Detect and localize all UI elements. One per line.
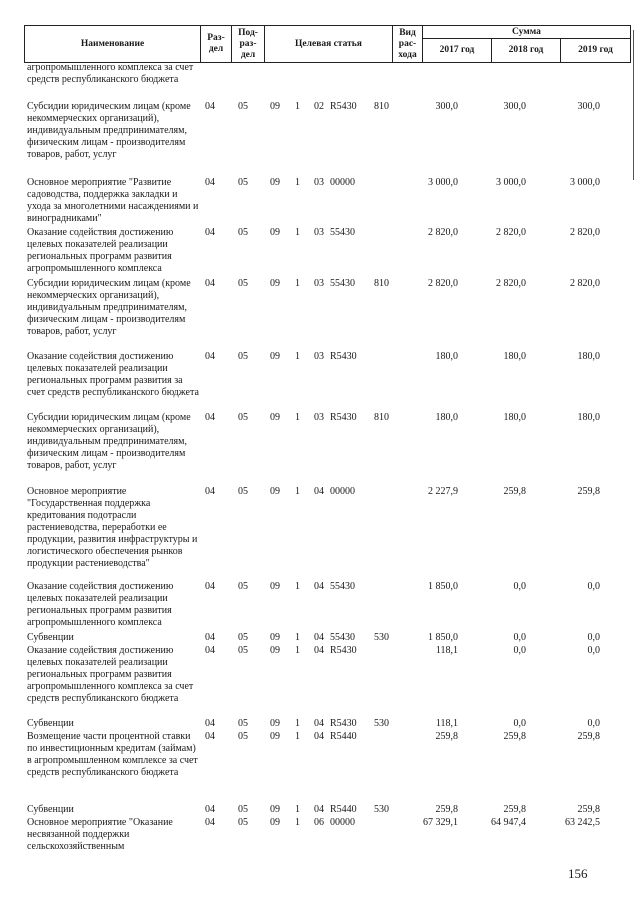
row-code: 05: [238, 227, 248, 238]
row-sum: 300,0: [503, 101, 526, 112]
row-code: 530: [374, 804, 389, 815]
row-sum: 3 000,0: [428, 177, 458, 188]
row-code: 05: [238, 645, 248, 656]
row-code: 1: [295, 227, 300, 238]
row-sum: 1 850,0: [428, 581, 458, 592]
row-sum: 259,8: [435, 804, 458, 815]
row-sum: 259,8: [503, 804, 526, 815]
row-code: 03: [314, 412, 324, 423]
row-sum: 0,0: [513, 645, 526, 656]
row-code: 09: [270, 632, 280, 643]
row-code: 09: [270, 731, 280, 742]
row-code: 05: [238, 351, 248, 362]
row-name: Субсидии юридическим лицам (кроме некоммерческих организаций), индивидуальным предпринимателям, физическим лицам - производителям товаров, работ, услуг: [27, 278, 191, 337]
row-code: 1: [295, 645, 300, 656]
row-name: Субвенции: [27, 718, 74, 729]
row-code: 04: [205, 101, 215, 112]
row-code: 04: [205, 278, 215, 289]
row-sum: 180,0: [577, 351, 600, 362]
row-sum: 2 820,0: [496, 278, 526, 289]
row-code: 09: [270, 804, 280, 815]
row-sum: 0,0: [587, 581, 600, 592]
row-code: 1: [295, 278, 300, 289]
row-code: 09: [270, 227, 280, 238]
row-code: 04: [205, 177, 215, 188]
row-code: 05: [238, 817, 248, 828]
row-code: 05: [238, 804, 248, 815]
row-code: 03: [314, 177, 324, 188]
row-code: 04: [314, 718, 324, 729]
row-code: 530: [374, 718, 389, 729]
row-code: 04: [314, 581, 324, 592]
row-code: 04: [205, 632, 215, 643]
row-code: 1: [295, 351, 300, 362]
header-razdel: Раз- дел: [201, 26, 232, 63]
row-code: 09: [270, 101, 280, 112]
row-code: 09: [270, 278, 280, 289]
row-sum: 2 820,0: [428, 278, 458, 289]
row-code: R5430: [330, 101, 357, 112]
row-code: 05: [238, 731, 248, 742]
row-sum: 0,0: [513, 581, 526, 592]
row-code: 05: [238, 632, 248, 643]
header-year-2019: 2019 год: [561, 39, 631, 63]
row-sum: 63 242,5: [565, 817, 600, 828]
row-sum: 2 820,0: [428, 227, 458, 238]
row-sum: 180,0: [503, 351, 526, 362]
row-name: Оказание содействия достижению целевых показателей реализации региональных программ развития агропромышленного комплекса: [27, 227, 174, 274]
header-target: Целевая статья: [265, 26, 393, 63]
page-number: 156: [568, 866, 588, 881]
row-code: 05: [238, 486, 248, 497]
row-code: 04: [205, 645, 215, 656]
row-code: 55430: [330, 278, 355, 289]
row-name: Субсидии юридическим лицам (кроме некоммерческих организаций), индивидуальным предпринимателям, физическим лицам - производителям товаров, работ, услуг: [27, 412, 191, 471]
row-sum: 1 850,0: [428, 632, 458, 643]
row-code: 09: [270, 412, 280, 423]
row-code: 04: [205, 731, 215, 742]
row-code: R5440: [330, 804, 357, 815]
row-sum: 64 947,4: [491, 817, 526, 828]
row-code: 00000: [330, 486, 355, 497]
row-code: 09: [270, 645, 280, 656]
row-sum: 0,0: [587, 632, 600, 643]
row-sum: 259,8: [577, 804, 600, 815]
row-name: Оказание содействия достижению целевых показателей реализации региональных программ развития агропромышленного комплекса за счет средств республиканского бюджета: [27, 645, 194, 704]
row-name: Субвенции: [27, 632, 74, 643]
row-sum: 0,0: [587, 718, 600, 729]
row-code: 05: [238, 412, 248, 423]
row-sum: 259,8: [435, 731, 458, 742]
row-name: агропромышленного комплекса за счет средств республиканского бюджета: [27, 62, 194, 85]
row-name: Оказание содействия достижению целевых показателей реализации региональных программ развития за счет средств республиканского бюджета: [27, 351, 199, 398]
row-sum: 2 227,9: [428, 486, 458, 497]
row-sum: 180,0: [435, 351, 458, 362]
row-sum: 300,0: [435, 101, 458, 112]
row-sum: 259,8: [503, 731, 526, 742]
row-code: 05: [238, 101, 248, 112]
row-sum: 118,1: [435, 645, 458, 656]
row-code: 03: [314, 227, 324, 238]
row-code: 06: [314, 817, 324, 828]
row-name: Субсидии юридическим лицам (кроме некоммерческих организаций), индивидуальным предпринимателям, физическим лицам - производителям товаров, работ, услуг: [27, 101, 191, 160]
row-code: 1: [295, 177, 300, 188]
row-code: 09: [270, 486, 280, 497]
row-sum: 118,1: [435, 718, 458, 729]
row-name: Оказание содействия достижению целевых показателей реализации региональных программ развития агропромышленного комплекса: [27, 581, 174, 628]
row-code: 1: [295, 101, 300, 112]
row-code: 04: [314, 632, 324, 643]
row-code: 03: [314, 278, 324, 289]
row-code: 09: [270, 718, 280, 729]
header-name: Наименование: [25, 26, 201, 63]
row-sum: 180,0: [503, 412, 526, 423]
row-sum: 3 000,0: [570, 177, 600, 188]
row-code: 00000: [330, 817, 355, 828]
row-sum: 259,8: [503, 486, 526, 497]
row-code: 04: [205, 581, 215, 592]
row-code: 04: [205, 718, 215, 729]
row-code: 530: [374, 632, 389, 643]
row-sum: 2 820,0: [496, 227, 526, 238]
row-sum: 0,0: [587, 645, 600, 656]
row-code: 04: [205, 412, 215, 423]
row-code: 04: [205, 351, 215, 362]
row-code: 810: [374, 278, 389, 289]
header-year-2018: 2018 год: [492, 39, 561, 63]
row-sum: 2 820,0: [570, 227, 600, 238]
row-sum: 300,0: [577, 101, 600, 112]
row-code: 04: [205, 486, 215, 497]
row-sum: 180,0: [577, 412, 600, 423]
row-code: R5430: [330, 351, 357, 362]
row-code: 05: [238, 581, 248, 592]
row-code: 55430: [330, 632, 355, 643]
row-name: Основное мероприятие "Развитие садоводства, поддержка закладки и ухода за многолетними насаждениями и виноградниками": [27, 177, 199, 224]
row-code: 04: [314, 731, 324, 742]
row-code: 04: [314, 486, 324, 497]
row-sum: 3 000,0: [496, 177, 526, 188]
row-code: 1: [295, 632, 300, 643]
row-code: 05: [238, 718, 248, 729]
row-code: 05: [238, 278, 248, 289]
row-sum: 259,8: [577, 486, 600, 497]
row-name: Субвенции: [27, 804, 74, 815]
row-sum: 180,0: [435, 412, 458, 423]
row-code: 02: [314, 101, 324, 112]
row-code: 1: [295, 817, 300, 828]
row-sum: 0,0: [513, 632, 526, 643]
row-code: 1: [295, 581, 300, 592]
row-code: 09: [270, 177, 280, 188]
row-code: 03: [314, 351, 324, 362]
row-name: Основное мероприятие "Оказание несвязанной поддержки сельскохозяйственным: [27, 817, 173, 852]
row-code: 810: [374, 101, 389, 112]
row-code: R5440: [330, 731, 357, 742]
row-code: 04: [314, 645, 324, 656]
row-code: 55430: [330, 581, 355, 592]
scan-edge-line: [633, 30, 634, 180]
header-summa: Сумма: [423, 26, 631, 39]
row-code: 05: [238, 177, 248, 188]
row-code: 1: [295, 804, 300, 815]
row-sum: 67 329,1: [423, 817, 458, 828]
header-year-2017: 2017 год: [423, 39, 492, 63]
row-name: Возмещение части процентной ставки по инвестиционным кредитам (займам) в агропромышленном комплексе за счет средств республиканского бюджета: [27, 731, 198, 778]
row-code: 1: [295, 486, 300, 497]
header-vid: Вид рас- хода: [393, 26, 423, 63]
row-code: 1: [295, 412, 300, 423]
row-code: R5430: [330, 412, 357, 423]
row-sum: 259,8: [577, 731, 600, 742]
row-code: 04: [205, 804, 215, 815]
row-code: 1: [295, 718, 300, 729]
row-code: 1: [295, 731, 300, 742]
row-code: 04: [205, 817, 215, 828]
row-code: 55430: [330, 227, 355, 238]
row-code: 09: [270, 351, 280, 362]
row-code: 810: [374, 412, 389, 423]
row-code: 09: [270, 581, 280, 592]
row-code: 04: [205, 227, 215, 238]
row-code: 09: [270, 817, 280, 828]
row-code: R5430: [330, 645, 357, 656]
row-sum: 2 820,0: [570, 278, 600, 289]
row-sum: 0,0: [513, 718, 526, 729]
row-code: R5430: [330, 718, 357, 729]
header-podrazdel: Под- раз- дел: [232, 26, 265, 63]
row-code: 04: [314, 804, 324, 815]
row-code: 00000: [330, 177, 355, 188]
row-name: Основное мероприятие "Государственная поддержка кредитования подотрасли растениеводства, переработки ее продукции, развития инфраструктуры и логистического обеспечения рынков продукции растениеводства": [27, 486, 198, 569]
